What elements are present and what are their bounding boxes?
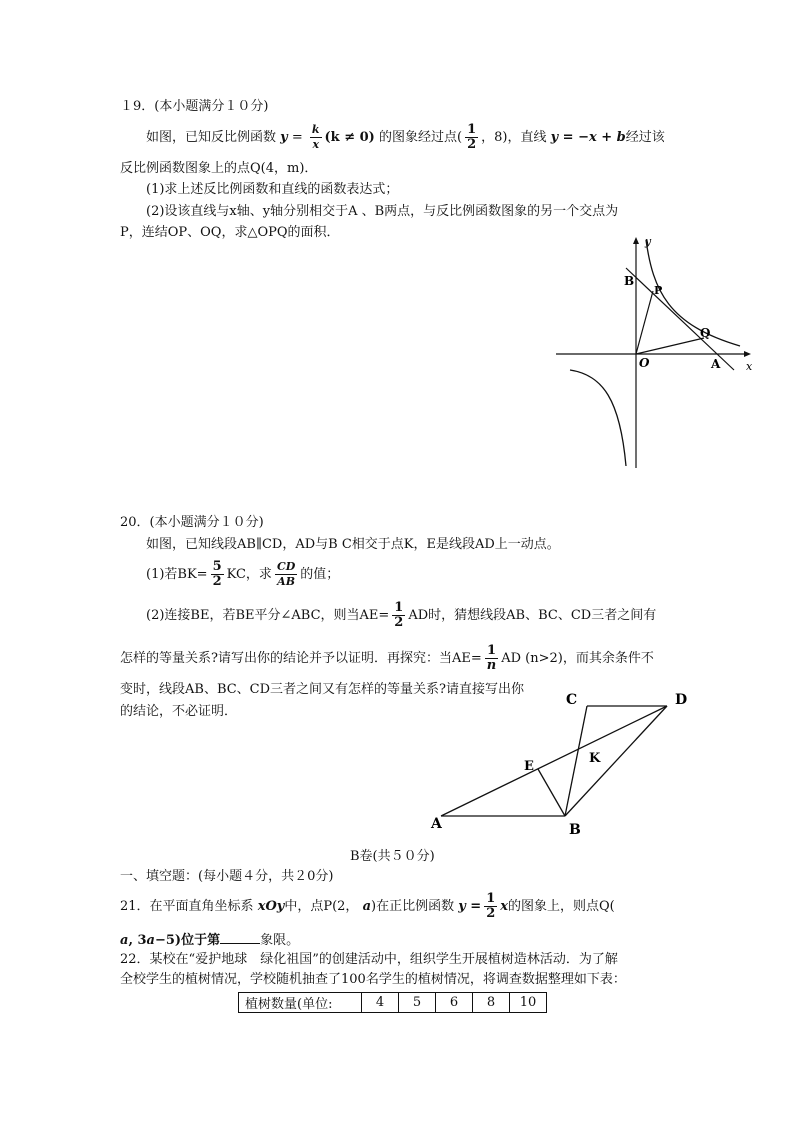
table-cell: 4	[362, 993, 399, 1013]
label-Q: Q	[700, 326, 711, 340]
q20-half	[392, 601, 405, 630]
q20-five: 5	[212, 559, 222, 574]
q19-heading-text: １9．(本小题满分１０分)	[120, 99, 269, 114]
q20-cd-over-ab	[275, 560, 297, 589]
label-C: C	[566, 692, 578, 708]
q19-k-over-x	[310, 123, 322, 152]
q20-figure	[425, 688, 705, 840]
q19-line4: (2)设该直线与x轴、y轴分别相交于A 、B两点，与反比例函数图象的另一个交点为	[146, 204, 619, 219]
q22-line2: 全校学生的植树情况，学校随机抽查了100名学生的植树情况，将调查数据整理如下表：	[120, 972, 626, 987]
label-P: P	[654, 284, 663, 297]
q21-l1-d: 的图象上，则点Q(	[508, 899, 615, 914]
q20-l2-c: 的值；	[300, 567, 340, 582]
q20-two: 2	[212, 574, 222, 589]
table-cell: 10	[510, 993, 547, 1013]
q21-xoy: xOy	[257, 899, 285, 914]
q20-l3-b: AD时，猜想线段AB、BC、CD三者之间有	[408, 608, 657, 623]
q19-line3: (1)求上述反比例函数和直线的函数表达式；	[146, 182, 399, 197]
q20-l2-b: KC，求	[226, 567, 272, 582]
label-x: x	[746, 360, 753, 373]
q21-answer-blank[interactable]	[220, 931, 260, 944]
q21-x: x	[500, 899, 509, 914]
x-axis-arrow	[744, 351, 751, 357]
q21-l2-b: , 3	[128, 933, 147, 948]
q19-half-d: 2	[467, 137, 477, 152]
q21-l2-e: 象限。	[260, 933, 300, 948]
q19-heading	[120, 98, 268, 116]
q21-l1-a: 21．在平面直角坐标系	[120, 899, 254, 914]
table-header-cell: 植树数量(单位:	[239, 993, 362, 1013]
q20-line4	[120, 640, 654, 678]
q19-line-eq: y = −x + b	[550, 130, 626, 145]
q19-k: k	[311, 123, 320, 136]
q20-line3	[146, 596, 656, 636]
q21-l1-b: 中，点P(2，	[284, 899, 359, 914]
q21-line2	[120, 931, 299, 950]
table-cell: 8	[473, 993, 510, 1013]
q19-cond: (k ≠ 0)	[324, 130, 375, 145]
q20-l3-a: (2)连接BE，若BE平分∠ABC，则当AE=	[146, 608, 390, 623]
q20-line1: 如图，已知线段AB∥CD，AD与B C相交于点K，E是线段AD上一动点。	[146, 537, 560, 552]
q20-half-n: 1	[394, 600, 404, 615]
y-axis-arrow	[633, 237, 639, 244]
q19-line2: 反比例函数图象上的点Q(4，m)．	[120, 161, 318, 176]
q19-line5: P，连结OP、OQ，求△OPQ的面积．	[120, 225, 340, 240]
q19-y: y	[280, 130, 288, 145]
q19-x: x	[312, 138, 319, 151]
q21-half	[484, 892, 497, 921]
segment-OP	[636, 291, 653, 354]
q20-heading: 20．(本小题满分１０分)	[120, 515, 264, 530]
line-AB	[626, 268, 734, 370]
section-b-title: B卷(共５０分)	[350, 849, 435, 864]
table-row	[239, 993, 547, 1013]
q22-line1: 22．某校在“爱护地球 绿化祖国”的创建活动中，组织学生开展植树造林活动．为了解	[120, 952, 618, 967]
q19-half	[465, 123, 478, 152]
q21-half-n: 1	[486, 891, 496, 906]
label-B: B	[624, 274, 635, 288]
table-cell: 5	[399, 993, 436, 1013]
q21-l2-c: a	[146, 933, 155, 948]
hyperbola-branch-2	[570, 370, 626, 466]
table-cell: 6	[436, 993, 473, 1013]
q21-y: y =	[458, 899, 482, 914]
q19-eq: =	[291, 130, 303, 145]
q21-half-d: 2	[486, 906, 496, 921]
q20-line5: 变时，线段AB、BC、CD三者之间又有怎样的等量关系?请直接写出你	[120, 682, 525, 697]
q19-half-n: 1	[467, 122, 477, 137]
segment-OQ	[636, 338, 704, 354]
q20-one-over-n	[485, 644, 498, 673]
label-B: B	[569, 822, 581, 838]
q20-n: n	[486, 658, 497, 673]
segment-BE	[538, 769, 565, 816]
q19-l1-c: ，8)，直线	[481, 130, 547, 145]
segment-AD	[441, 706, 667, 816]
q21-a: a	[362, 899, 371, 914]
q19-figure	[548, 230, 763, 470]
q21-l1-c: )在正比例函数	[371, 899, 455, 914]
q19-line1	[146, 118, 665, 158]
q21-l2-a: a	[120, 933, 129, 948]
q20-line2	[146, 556, 339, 594]
label-K: K	[589, 751, 601, 766]
label-y: y	[645, 235, 652, 248]
q20-l4-b: AD (n>2)，而其余条件不	[501, 651, 654, 666]
q21-l2-d: −5)位于第	[154, 933, 221, 948]
segment-BD	[565, 706, 667, 816]
q20-l2-a: (1)若BK=	[146, 567, 208, 582]
q20-half-d: 2	[394, 615, 404, 630]
q20-line6: 的结论，不必证明．	[120, 704, 238, 719]
fill-blank-heading: 一、填空题：(每小题４分，共２0分)	[120, 869, 334, 884]
tree-count-table	[238, 992, 547, 1013]
q20-five-halves	[211, 560, 224, 589]
q19-l1-a: 如图，已知反比例函数	[146, 130, 277, 145]
q20-cd: CD	[276, 560, 296, 573]
q20-one: 1	[485, 644, 498, 659]
label-D: D	[675, 692, 688, 708]
label-E: E	[524, 759, 534, 774]
q19-l1-d: 经过该	[625, 130, 665, 145]
label-O: O	[639, 356, 650, 370]
segment-BC	[565, 706, 587, 816]
q20-ab: AB	[277, 575, 295, 588]
label-A: A	[711, 357, 721, 371]
q21-line1	[120, 888, 615, 926]
q20-l4-a: 怎样的等量关系?请写出你的结论并予以证明．再探究：当AE=	[120, 651, 482, 666]
q19-l1-b: 的图象经过点(	[378, 130, 463, 145]
label-A: A	[431, 816, 442, 832]
